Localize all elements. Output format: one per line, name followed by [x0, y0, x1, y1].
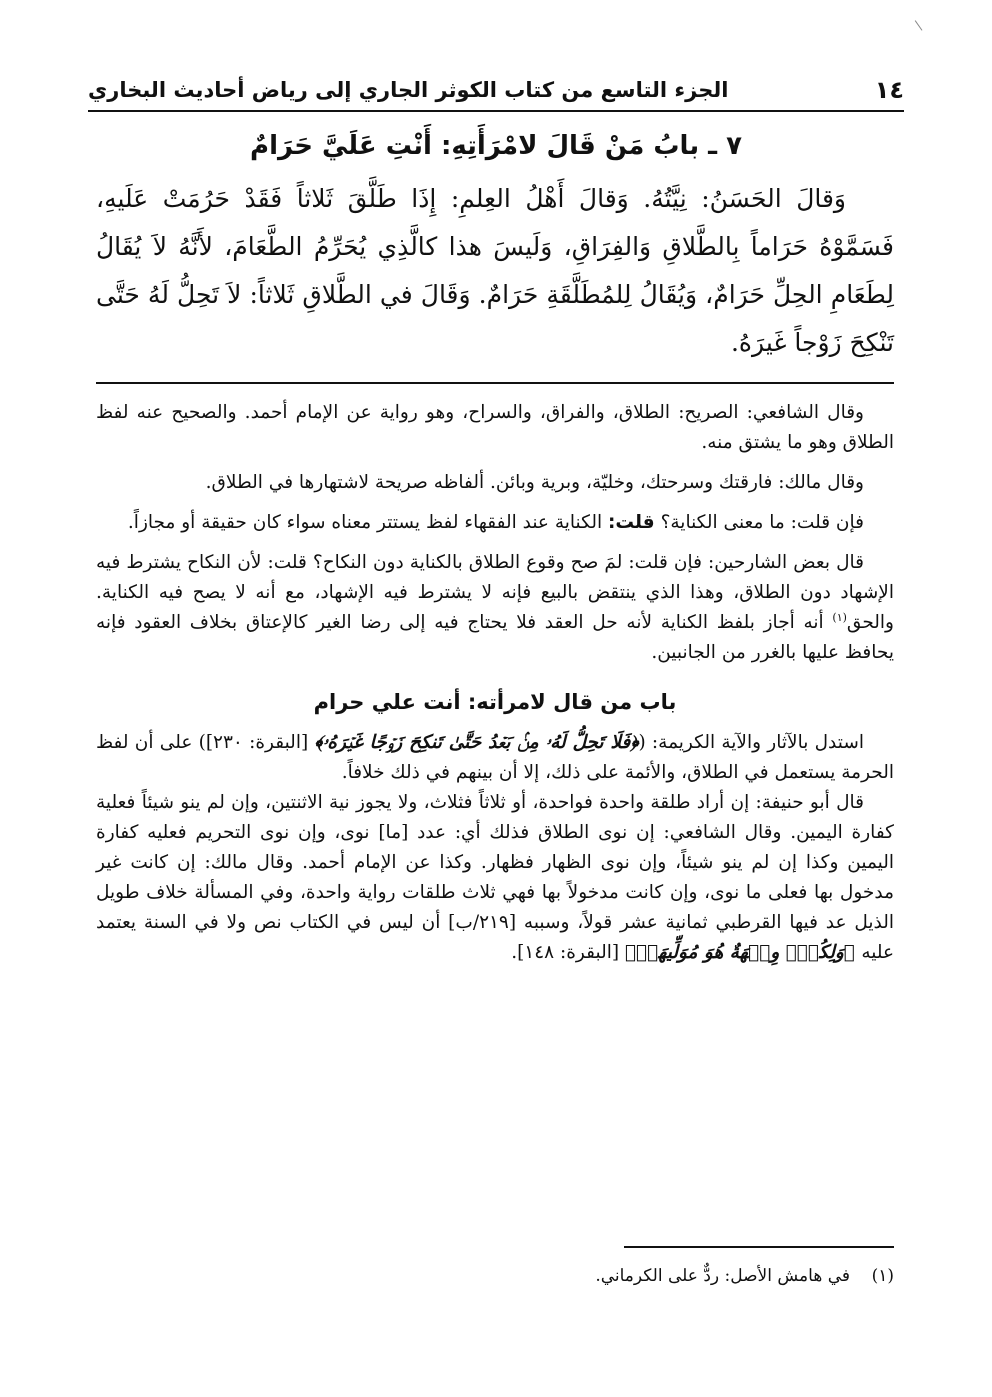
paragraph-text: قال بعض الشارحين: فإن قلت: لمَ صح وقوع الطلاق بالكناية دون النكاح؟ قلت: لأن النكاح يشترط فيه الإشهاد دون الطلاق، وهذا الذي ينتقض بالبيع فإنه لا يشترط فيه الإشهاد، مع أنه لا يصح فيه الكناية. والحق	[96, 552, 894, 633]
commentary-paragraph-madhahib	[96, 788, 894, 968]
commentary-paragraph-istidlal	[96, 728, 894, 788]
page-number: ١٤	[874, 76, 904, 104]
paragraph-text-continued: على أن لفظ الحرمة يستعمل في الطلاق، والأئمة على ذلك، إلا أن بينهم في ذلك خلافاً.	[96, 732, 894, 783]
commentary-paragraph-kinaya	[96, 508, 894, 538]
footnote-number: (١)	[871, 1266, 894, 1286]
footnote-reference[interactable]: (١)	[832, 610, 847, 624]
paragraph-text: قال أبو حنيفة: إن أراد طلقة واحدة فواحدة، أو ثلاثاً فثلاث، ولا يجوز نية الاثنتين، وإن لم ينو شيئاً فعلية كفارة اليمين. وقال الشافعي: إن نوى الطلاق فذلك أي: عدد [ما] نوى، وإن نوى التحريم فعليه كفارة اليمين وكذا إن لم ينو شيئاً، وإن نوى الظهار فظهار. وكذا عن الإمام أحمد. وقال مالك: إن كانت غير مدخول بها فعلى ما نوى، وإن كانت مدخولاً بها فهي ثلاث طلقات رواية واحدة، وفي المسألة خلاف طويل الذيل عد فيها القرطبي ثمانية عشر قولاً، وسببه [٢١٩/ب] أن ليس في الكتاب نص ولا في السنة يعتمد عليه	[96, 792, 895, 963]
header-rule	[88, 110, 904, 112]
page-header	[88, 72, 904, 108]
scan-corner-mark	[915, 13, 933, 30]
answer-text: الكناية عند الفقهاء لفظ يستتر معناه سواء كان حقيقة أو مجازاً.	[127, 512, 603, 533]
answer-label: قلت:	[608, 512, 655, 533]
paragraph-text: استدل بالآثار والآية الكريمة: (	[638, 732, 864, 753]
section-divider	[96, 382, 894, 384]
footnote-text: في هامش الأصل: ردٌّ على الكرماني.	[595, 1266, 850, 1286]
chapter-title: ٧ ـ بابُ مَنْ قَالَ لامْرَأَتِهِ: أَنْتِ عَلَيَّ حَرَامٌ	[250, 131, 742, 161]
paragraph-text-continued: أنه أجاز بلفظ الكناية لأنه حل العقد فلا يحتاج فيه إلى رضا الغير كالإعتاق بخلاف العقود فإنه يحافظ عليها بالغرر من الجانبين.	[96, 612, 894, 663]
footnote	[300, 1262, 894, 1290]
footnote-divider	[624, 1246, 894, 1248]
verse-citation: [البقرة: ١٤٨].	[511, 942, 625, 963]
hadith-text: وَقالَ الحَسَنُ: نِيَّتُهُ. وَقالَ أَهْلُ العِلمِ: إِذَا طَلَّقَ ثَلاثاً فَقَدْ حَرُمَتْ عَلَيهِ، فَسَمَّوْهُ حَرَاماً بِالطَّلاقِ وَالفِرَاقِ، وَلَيسَ هذا كالَّذِي يُحَرِّمُ الطَّعَامَ، لأَنَّهُ لاَ يُقَالُ لِطَعَامِ الحِلِّ حَرَامٌ، وَيُقَالُ لِلمُطَلَّقَةِ حَرَامٌ. وَقَالَ في الطَّلاقِ ثَلاثاً: لاَ تَحِلُّ لَهُ حَتَّى تَنْكِحَ زَوْجاً غَيرَهُ.	[96, 184, 894, 357]
commentary-paragraph-sharihin	[96, 548, 894, 668]
quran-verse: ﴿وَلِكُلّٖ وِجۡهَةٌ هُوَ مُوَلِّيهَاۖ﴾	[624, 942, 862, 963]
commentary-paragraph-malik: وقال مالك: فارقتك وسرحتك، وخليّة، وبرية وبائن. ألفاظه صريحة لاشتهارها في الطلاق.	[205, 472, 864, 493]
question-text: فإن قلت: ما معنى الكناية؟	[660, 512, 864, 533]
quran-verse: ﴿فَلَا تَحِلُّ لَهُۥ مِنۢ بَعۡدُ حَتَّىٰ تَنكِحَ زَوۡجًا غَيۡرَهُۥ﴾	[314, 732, 639, 753]
commentary-paragraph-shafii: وقال الشافعي: الصريح: الطلاق، والفراق، والسراح، وهو رواية عن الإمام أحمد. والصحيح عنه لفظ الطلاق وهو ما يشتق منه.	[96, 402, 894, 453]
commentary-subheading: باب من قال لامرأته: أنت علي حرام	[313, 690, 677, 714]
running-title: الجزء التاسع من كتاب الكوثر الجاري إلى رياض أحاديث البخاري	[88, 78, 729, 102]
hadith-text-block	[96, 175, 894, 367]
verse-citation: [البقرة: ٢٣٠])	[198, 732, 315, 753]
commentary-block	[96, 398, 894, 968]
